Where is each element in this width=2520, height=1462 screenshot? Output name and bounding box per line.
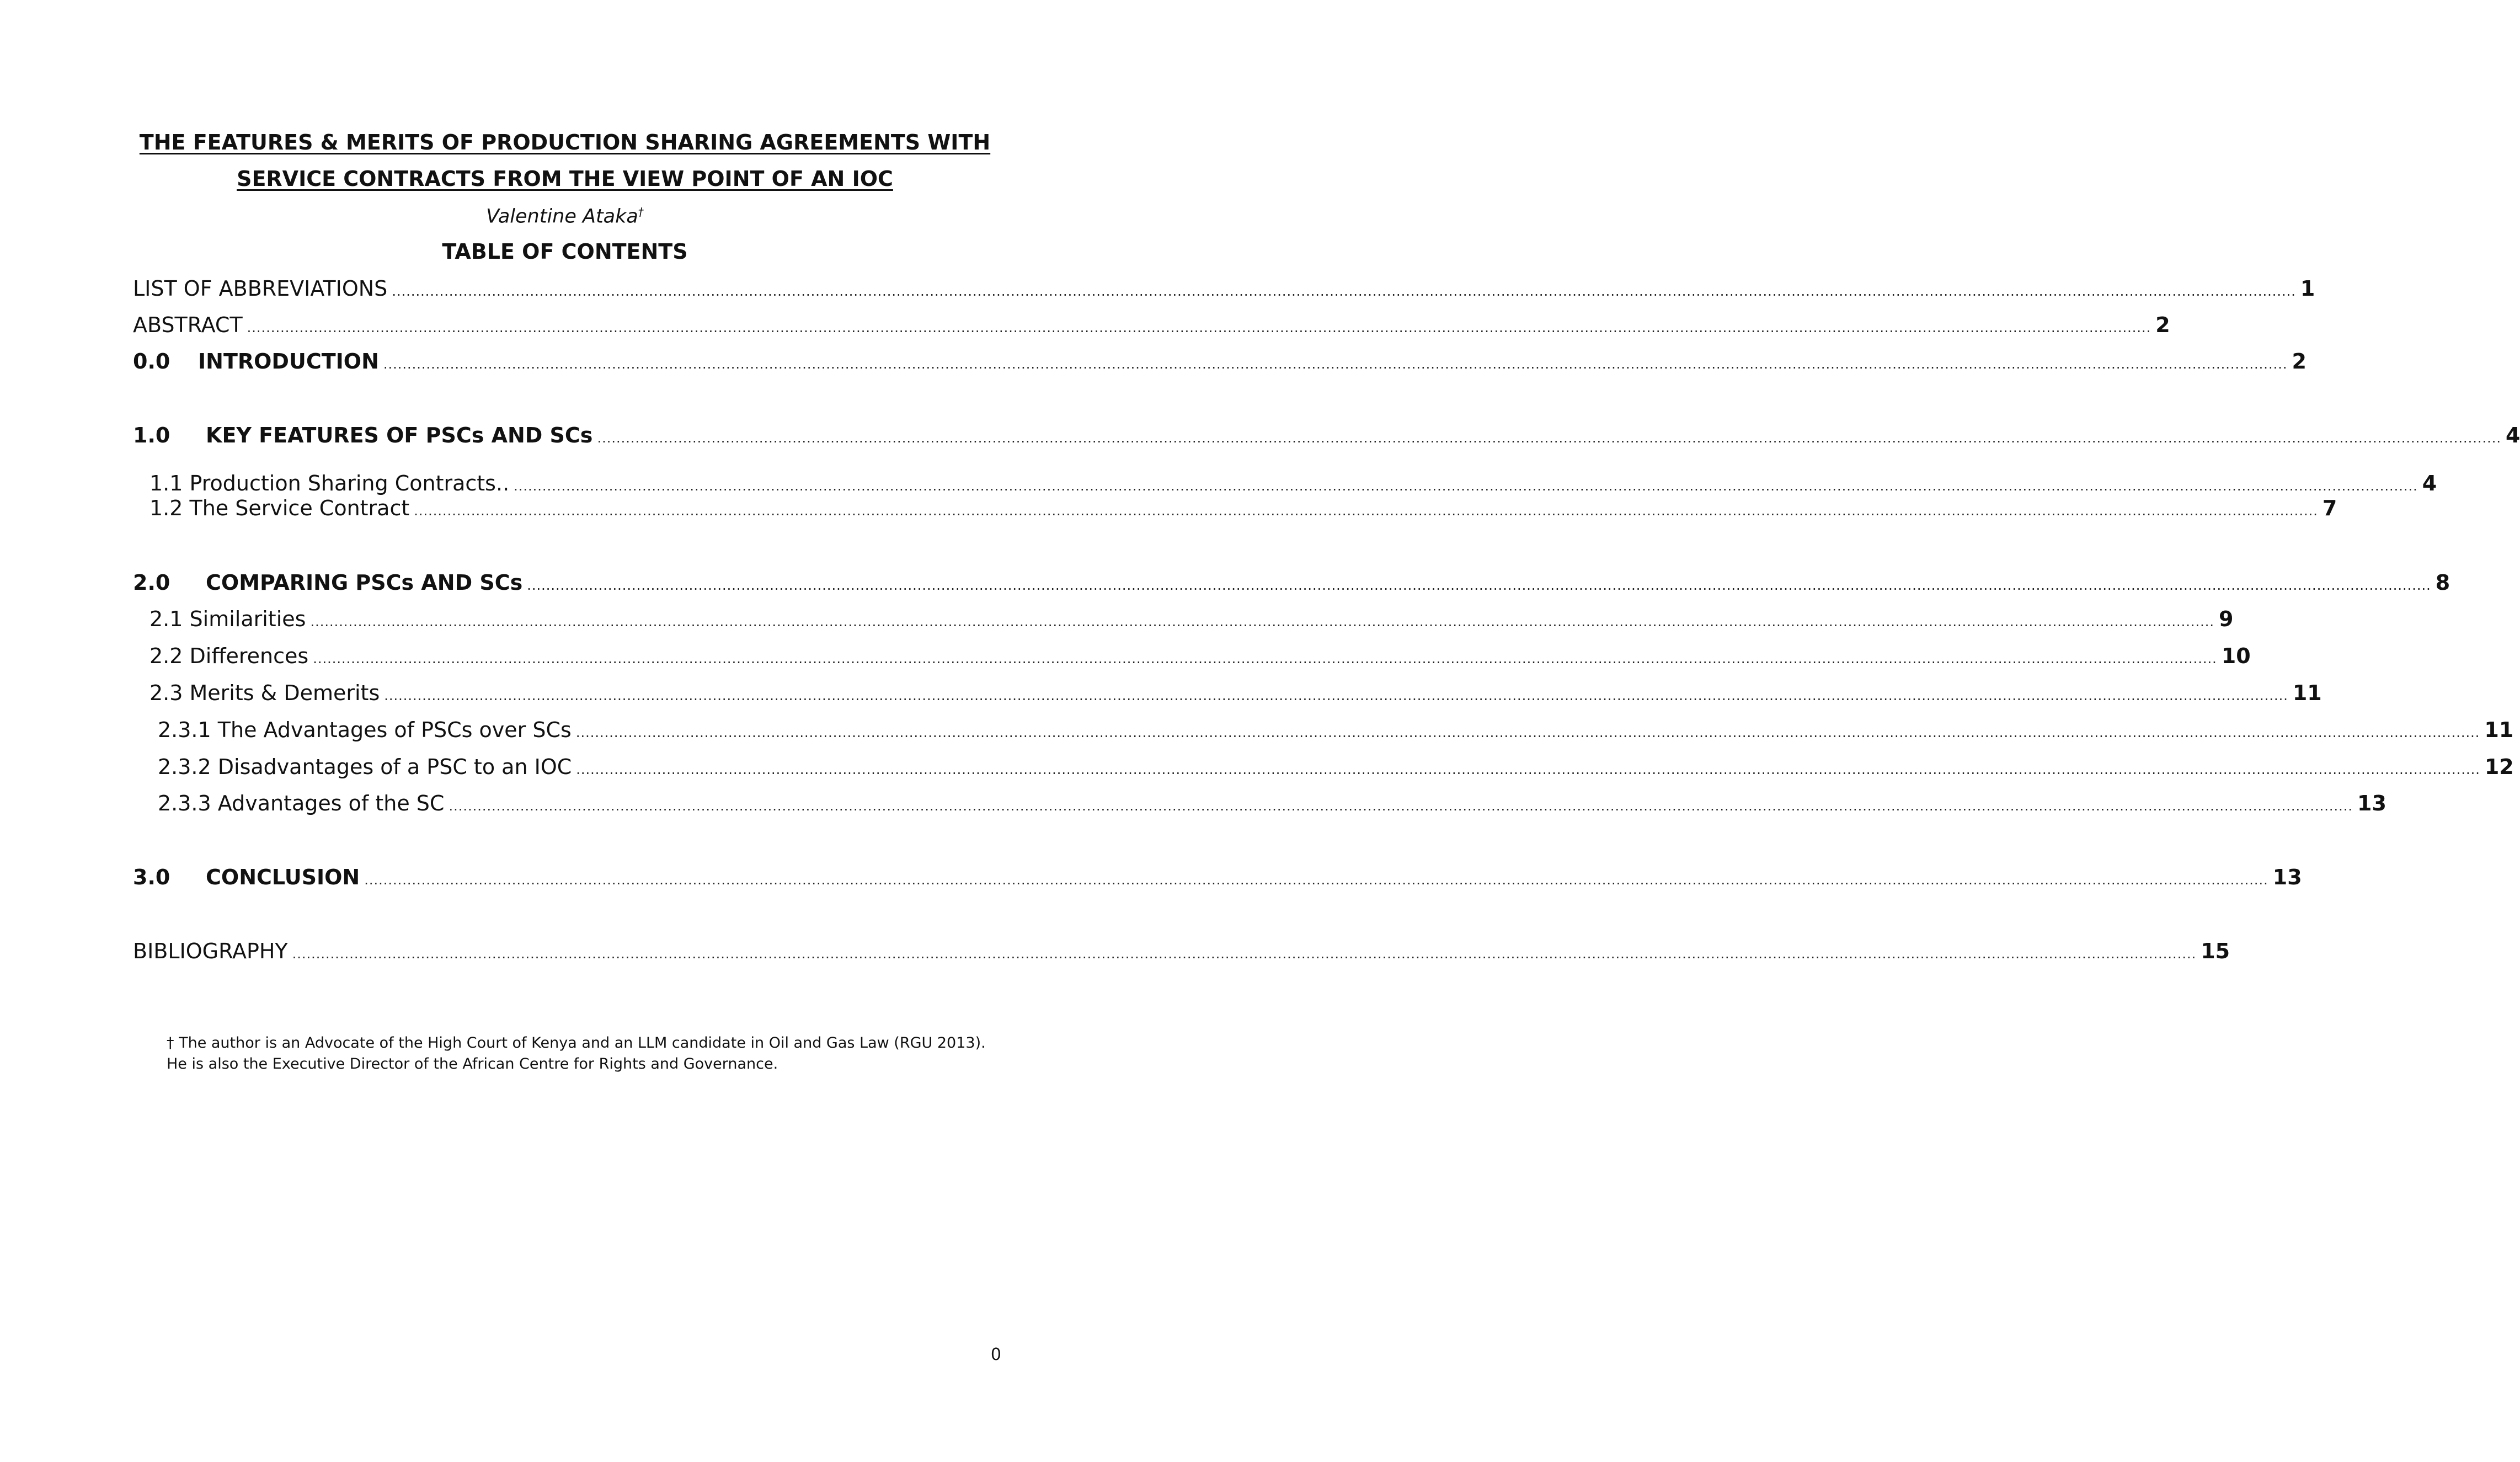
footnote-line-1: † The author is an Advocate of the High Court of Kenya and an LLM candidate in Oil and Gas Law (RGU 2013).	[167, 1034, 986, 1052]
toc-entry-introduction[interactable]	[133, 348, 2307, 375]
toc-entry-key-features[interactable]	[133, 421, 2520, 449]
toc-entry-number: 0.0	[133, 349, 170, 373]
toc-entry-similarities[interactable]	[150, 605, 2234, 633]
page-number: 0	[990, 1345, 1001, 1364]
toc-entry-page: 15	[2201, 939, 2230, 963]
toc-entry-page: 2	[2155, 313, 2170, 337]
toc-entry-page: 10	[2221, 644, 2251, 668]
toc-entry-label: BIBLIOGRAPHY	[133, 939, 288, 963]
toc-entry-label: INTRODUCTION	[198, 349, 379, 373]
toc-leader-dots: ................................................................................................................................................................................................................................................................................................................................................................................................................	[527, 578, 2431, 593]
toc-entry-label: 2.3.3 Advantages of the SC	[158, 791, 445, 815]
toc-leader-dots: ................................................................................................................................................................................................................................................................................................................................................................................................................	[514, 478, 2418, 494]
toc-entry-label: 1.2 The Service Contract	[150, 496, 410, 520]
toc-entry-label: LIST OF ABBREVIATIONS	[133, 276, 388, 301]
toc-entry-label: 2.2 Differences	[150, 644, 309, 668]
footnote-line-2: He is also the Executive Director of the African Centre for Rights and Governance.	[167, 1055, 778, 1073]
toc-entry-merits-demerits[interactable]	[150, 679, 2322, 707]
toc-entry-page: 13	[2357, 791, 2386, 815]
toc-leader-dots: ................................................................................................................................................................................................................................................................................................................................................................................................................	[310, 614, 2214, 629]
toc-entry-page: 4	[2506, 423, 2520, 447]
toc-entry-conclusion[interactable]	[133, 863, 2302, 891]
toc-entry-page: 11	[2484, 718, 2514, 742]
toc-entry-differences[interactable]	[150, 642, 2251, 670]
toc-entry-service-contract[interactable]	[150, 496, 2337, 520]
toc-entry-label: CONCLUSION	[206, 865, 360, 889]
toc-leader-dots: ................................................................................................................................................................................................................................................................................................................................................................................................................	[575, 725, 2480, 740]
toc-entry-label: 2.3.2 Disadvantages of a PSC to an IOC	[158, 755, 572, 779]
toc-entry-page: 11	[2292, 681, 2322, 705]
toc-entry-production-sharing-contracts[interactable]	[150, 471, 2437, 495]
toc-leader-dots: ................................................................................................................................................................................................................................................................................................................................................................................................................	[392, 284, 2296, 299]
toc-leader-dots: ................................................................................................................................................................................................................................................................................................................................................................................................................	[449, 798, 2353, 814]
toc-entry-disadvantages-psc[interactable]	[158, 753, 2514, 781]
toc-leader-dots: ................................................................................................................................................................................................................................................................................................................................................................................................................	[383, 356, 2288, 372]
toc-entry-label: COMPARING PSCs AND SCs	[206, 570, 523, 595]
toc-entry-label: 2.3 Merits & Demerits	[150, 681, 380, 705]
toc-entry-number: 2.0	[133, 570, 170, 595]
toc-entry-page: 2	[2292, 349, 2307, 373]
toc-entry-label: 1.1 Production Sharing Contracts..	[150, 471, 510, 495]
toc-leader-dots: ................................................................................................................................................................................................................................................................................................................................................................................................................	[597, 430, 2501, 446]
toc-entry-label: 2.1 Similarities	[150, 607, 306, 631]
toc-leader-dots: ................................................................................................................................................................................................................................................................................................................................................................................................................	[414, 503, 2318, 519]
toc-entry-advantages-sc[interactable]	[158, 789, 2386, 817]
author-footnote-mark: †	[638, 205, 644, 218]
author-footnote	[167, 1033, 1005, 1075]
toc-leader-dots: ................................................................................................................................................................................................................................................................................................................................................................................................................	[247, 320, 2151, 335]
toc-leader-dots: ................................................................................................................................................................................................................................................................................................................................................................................................................	[576, 762, 2480, 777]
toc-entry-page: 9	[2219, 607, 2234, 631]
toc-entry-list-of-abbreviations[interactable]	[133, 275, 2315, 302]
toc-entry-label: KEY FEATURES OF PSCs AND SCs	[206, 423, 593, 447]
document-title-line-2: SERVICE CONTRACTS FROM THE VIEW POINT OF AN IOC	[237, 167, 893, 191]
author-name	[0, 205, 1130, 228]
toc-entry-bibliography[interactable]	[133, 937, 2230, 965]
toc-entry-page: 13	[2272, 865, 2302, 889]
toc-leader-dots: ................................................................................................................................................................................................................................................................................................................................................................................................................	[384, 688, 2288, 703]
document-title-line-1: THE FEATURES & MERITS OF PRODUCTION SHARING AGREEMENTS WITH	[139, 130, 991, 154]
toc-leader-dots: ................................................................................................................................................................................................................................................................................................................................................................................................................	[313, 651, 2217, 666]
author-name-text: Valentine Ataka	[486, 205, 638, 228]
toc-entry-page: 4	[2422, 471, 2437, 495]
toc-entry-advantages-pscs[interactable]	[158, 716, 2514, 744]
toc-entry-number: 3.0	[133, 865, 170, 889]
toc-heading: TABLE OF CONTENTS	[442, 239, 688, 264]
toc-leader-dots: ................................................................................................................................................................................................................................................................................................................................................................................................................	[364, 872, 2268, 888]
toc-entry-abstract[interactable]	[133, 311, 2170, 339]
toc-entry-comparing[interactable]	[133, 569, 2450, 596]
toc-entry-page: 7	[2322, 496, 2337, 520]
toc-leader-dots: ................................................................................................................................................................................................................................................................................................................................................................................................................	[292, 946, 2197, 962]
toc-entry-page: 8	[2435, 570, 2450, 595]
toc-entry-page: 12	[2484, 755, 2514, 779]
toc-entry-number: 1.0	[133, 423, 170, 447]
toc-entry-label: 2.3.1 The Advantages of PSCs over SCs	[158, 718, 572, 742]
toc-entry-label: ABSTRACT	[133, 313, 243, 337]
toc-entry-page: 1	[2300, 276, 2315, 301]
